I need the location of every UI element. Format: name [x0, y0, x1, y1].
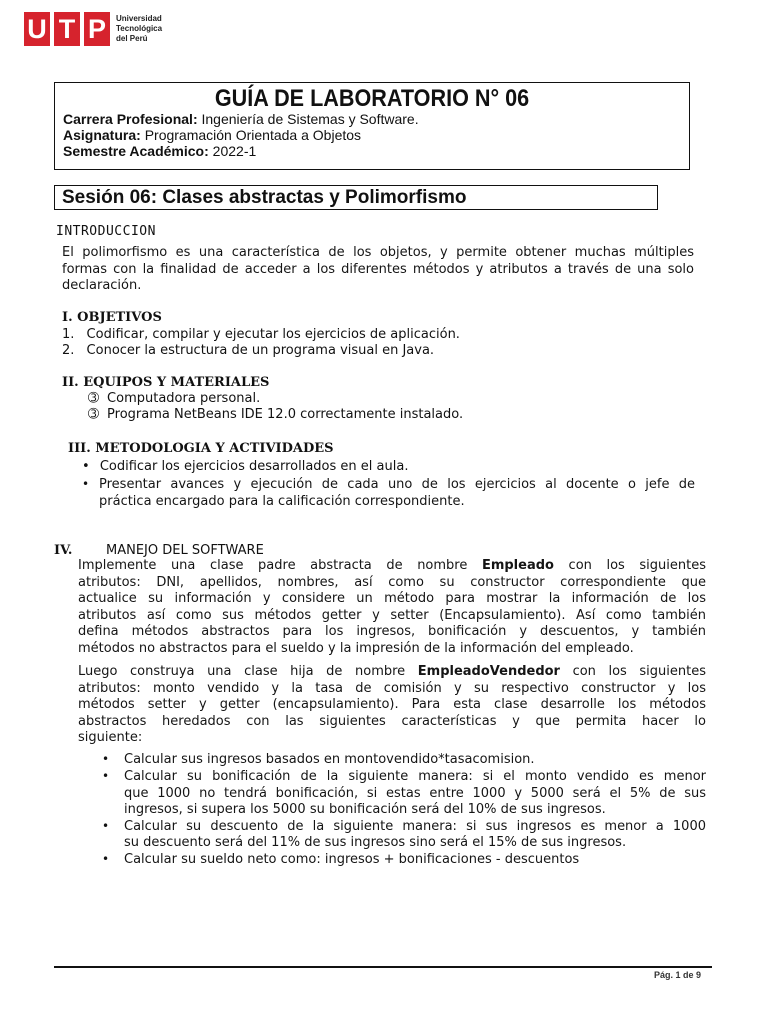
- bullet-icon: •: [82, 459, 90, 474]
- p2-line: métodos setter y getter (encapsulamiento). Para esta clase desarrolle los métodos: [78, 697, 706, 712]
- footer-divider: [54, 966, 712, 968]
- asignatura-line: [63, 127, 361, 143]
- p2-line: atributos: monto vendido y la tasa de comisión y su respectivo constructor y los: [78, 680, 706, 696]
- list-item-line: Calcular su sueldo neto como: ingresos + bonificaciones - descuentos: [124, 851, 580, 867]
- circled-bullet-icon: ➂: [88, 407, 99, 422]
- metodologia-text: Codificar los ejercicios desarrollados en el aula.: [99, 459, 409, 474]
- metodologia-line: práctica encargado para la calificación correspondiente.: [99, 493, 465, 509]
- page-number: Pág. 1 de 9: [654, 970, 702, 980]
- list-item: [102, 752, 706, 769]
- intro-line: formas con la finalidad de acceder a los diferentes métodos y atributos a través de una solo: [62, 261, 694, 277]
- carrera-line: [63, 111, 419, 127]
- logo-letter-t: T: [54, 12, 80, 46]
- logo-text-line: Tecnológica: [116, 24, 163, 33]
- intro-line: El polimorfismo es una característica de los objetos, y permite obtener muchas múltiples: [62, 245, 694, 260]
- list-item-line: Calcular su bonificación de la siguiente manera: si el monto vendido es menor: [124, 769, 706, 784]
- metodologia-item: [82, 459, 408, 476]
- list-item-line: Calcular su descuento de la siguiente manera: si sus ingresos es menor a 1000: [124, 818, 706, 834]
- class-name-empleadovendedor: EmpleadoVendedor: [417, 664, 560, 679]
- carrera-value: Ingeniería de Sistemas y Software.: [201, 111, 419, 127]
- semestre-line: [63, 143, 256, 159]
- bullet-icon: •: [82, 477, 90, 491]
- p1-line: atributos así como sus métodos getter y setter (Encapsulamiento). Así como también: [78, 607, 706, 623]
- equipo-text: Computadora personal.: [107, 391, 261, 406]
- circled-bullet-icon: ➂: [88, 391, 99, 406]
- equipo-item: [88, 407, 463, 424]
- objetivo-text: Conocer la estructura de un programa visual en Java.: [86, 343, 435, 358]
- logo-text-line: del Perú: [116, 34, 148, 43]
- carrera-label: Carrera Profesional:: [63, 111, 198, 127]
- asignatura-label: Asignatura:: [63, 127, 141, 143]
- list-item-text: [124, 819, 706, 852]
- metodologia-item: [82, 477, 702, 510]
- metodologia-line: Presentar avances y ejecución de cada uno de los ejercicios al docente o jefe de: [99, 477, 695, 492]
- objetivos-heading: I. OBJETIVOS: [62, 310, 162, 325]
- list-item-text: [124, 769, 706, 819]
- objetivo-text: Codificar, compilar y ejecutar los ejercicios de aplicación.: [86, 327, 460, 342]
- header-box: [54, 82, 690, 170]
- bullet-icon: •: [102, 851, 110, 866]
- intro-line: declaración.: [62, 278, 142, 293]
- list-item-line: ingresos, si supera los 5000 su bonificación será del 10% de sus ingresos.: [124, 802, 606, 817]
- list-item: [102, 852, 706, 869]
- software-paragraph-2: [78, 664, 706, 747]
- logo-letter-u: U: [24, 12, 50, 46]
- metodologia-heading: III. METODOLOGIA Y ACTIVIDADES: [68, 441, 334, 456]
- logo-text-line: Universidad: [116, 14, 162, 23]
- p2-line: siguiente:: [78, 730, 143, 745]
- p1-line: actualice su información y considere un método para mostrar la información de los: [78, 591, 706, 606]
- equipos-heading: II. EQUIPOS Y MATERIALES: [62, 375, 270, 390]
- semestre-label: Semestre Académico:: [63, 143, 209, 159]
- equipo-text: Programa NetBeans IDE 12.0 correctamente instalado.: [107, 407, 464, 422]
- p2-line: abstractos heredados con las siguientes características y que permita hacer lo: [78, 713, 706, 729]
- list-item-line: Calcular sus ingresos basados en montovendido*tasacomision.: [124, 752, 535, 767]
- objetivo-item: [62, 343, 434, 360]
- class-name-empleado: Empleado: [481, 558, 554, 573]
- asignatura-value: Programación Orientada a Objetos: [144, 127, 362, 143]
- p2-text: con los siguientes: [559, 664, 706, 679]
- p2-first-line: [78, 664, 706, 681]
- session-title: Sesión 06: Clases abstractas y Polimorfismo: [54, 185, 658, 210]
- p1-first-line: [78, 558, 706, 575]
- list-item-line: su descuento será del 11% de sus ingresos sino será el 15% de sus ingresos.: [124, 835, 627, 850]
- equipo-item: [88, 391, 260, 408]
- intro-paragraph: [62, 245, 694, 295]
- software-bullet-list: [102, 752, 706, 868]
- objetivo-num: 1.: [62, 327, 75, 342]
- list-item: [102, 819, 706, 852]
- semestre-value: 2022-1: [212, 143, 257, 159]
- intro-heading: INTRODUCCION: [56, 224, 156, 239]
- logo-text: [116, 14, 162, 44]
- bullet-icon: •: [102, 769, 110, 783]
- p1-text: con los siguientes: [553, 558, 706, 573]
- objetivo-item: [62, 327, 460, 344]
- software-heading: MANEJO DEL SOFTWARE: [106, 543, 264, 558]
- metodologia-text: [99, 477, 695, 510]
- utp-logo: [24, 12, 174, 46]
- bullet-icon: •: [102, 818, 110, 833]
- software-paragraph-1: [78, 558, 706, 657]
- p1-line: métodos no abstractos para el sueldo y la impresión de la información del empleado.: [78, 640, 634, 656]
- guide-title: GUÍA DE LABORATORIO N° 06: [214, 85, 530, 112]
- p1-text: Implemente una clase padre abstracta de nombre: [78, 558, 482, 573]
- p1-line: atributos: DNI, apellidos, nombres, así como su constructor correspondiente que: [78, 574, 706, 590]
- bullet-icon: •: [102, 752, 110, 766]
- logo-letter-p: P: [84, 12, 110, 46]
- p2-text: Luego construya una clase hija de nombre: [78, 664, 418, 679]
- objetivo-num: 2.: [62, 343, 75, 358]
- list-item: [102, 769, 706, 819]
- list-item-line: que 1000 no tendrá bonificación, si estas entre 1000 y 5000 será el 5% de sus: [124, 785, 706, 801]
- software-num: IV.: [54, 543, 73, 558]
- p1-line: defina métodos abstractos para los ingresos, bonificación y descuentos, y también: [78, 624, 706, 639]
